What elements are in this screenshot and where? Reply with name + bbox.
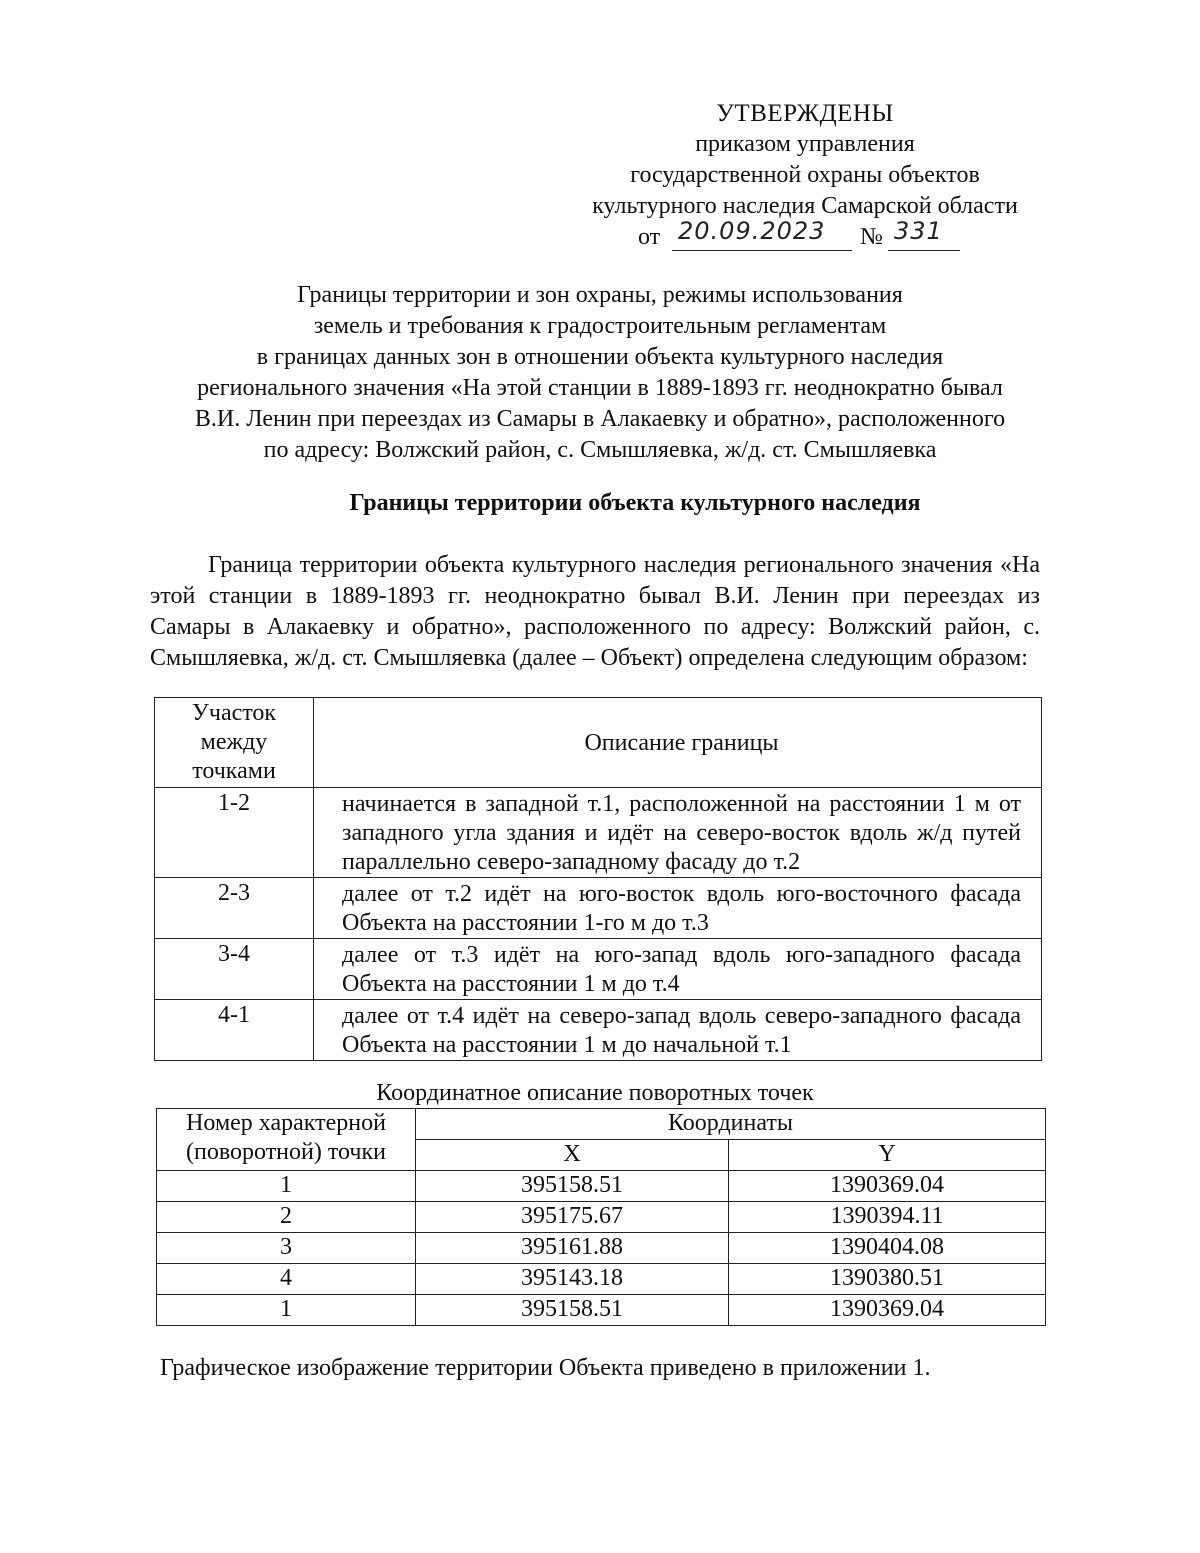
table-row bbox=[157, 1264, 1046, 1295]
description-cell: далее от т.2 идёт на юго-восток вдоль юго-восточного фасада Объекта на расстоянии 1-го м до т.3 bbox=[314, 878, 1042, 939]
segment-cell: 3-4 bbox=[155, 939, 314, 1000]
table-row bbox=[157, 1295, 1046, 1326]
y-cell: 1390404.08 bbox=[729, 1233, 1046, 1264]
approval-title: УТВЕРЖДЕНЫ bbox=[716, 100, 894, 127]
boundary-table bbox=[154, 697, 1042, 1061]
x-cell: 395175.67 bbox=[416, 1202, 729, 1233]
segment-cell: 1-2 bbox=[155, 788, 314, 878]
header-x: X bbox=[416, 1140, 729, 1171]
handwritten-number: 331 bbox=[894, 217, 943, 245]
heading-line: в границах данных зон в отношении объекта культурного наследия bbox=[256, 344, 944, 370]
approval-line-2: государственной охраны объектов bbox=[630, 162, 980, 188]
description-cell: начинается в западной т.1, расположенной на расстоянии 1 м от западного угла здания и идёт на северо-восток вдоль ж/д путей параллельно северо-западному фасаду до т.2 bbox=[314, 788, 1042, 878]
coords-header-row bbox=[157, 1109, 1046, 1140]
point-cell: 3 bbox=[157, 1233, 416, 1264]
date-underline bbox=[672, 250, 852, 251]
header-description: Описание границы bbox=[314, 698, 1042, 788]
header-point-line-1: Номер характерной bbox=[186, 1110, 386, 1136]
section-paragraph bbox=[150, 550, 1040, 674]
table-row bbox=[155, 878, 1042, 939]
segment-cell: 2-3 bbox=[155, 878, 314, 939]
heading-line: Границы территории и зон охраны, режимы использования bbox=[297, 282, 903, 308]
point-cell: 1 bbox=[157, 1171, 416, 1202]
coords-table-title: Координатное описание поворотных точек bbox=[376, 1080, 814, 1106]
header-y: Y bbox=[729, 1140, 1046, 1171]
header-segment: Участок между точками bbox=[155, 698, 314, 788]
handwritten-date: 20.09.2023 bbox=[678, 217, 826, 245]
x-cell: 395158.51 bbox=[416, 1171, 729, 1202]
order-date-number bbox=[560, 217, 1050, 254]
y-cell: 1390369.04 bbox=[729, 1171, 1046, 1202]
section-title: Границы территории объекта культурного наследия bbox=[349, 490, 921, 516]
point-cell: 2 bbox=[157, 1202, 416, 1233]
table-row bbox=[157, 1233, 1046, 1264]
table-row bbox=[157, 1171, 1046, 1202]
point-cell: 4 bbox=[157, 1264, 416, 1295]
x-cell: 395161.88 bbox=[416, 1233, 729, 1264]
header-point-line-2: (поворотной) точки bbox=[186, 1139, 386, 1165]
description-cell: далее от т.3 идёт на юго-запад вдоль юго-западного фасада Объекта на расстоянии 1 м до т.4 bbox=[314, 939, 1042, 1000]
boundary-table-header bbox=[155, 698, 1042, 788]
approval-line-1: приказом управления bbox=[695, 131, 915, 157]
y-cell: 1390394.11 bbox=[729, 1202, 1046, 1233]
table-row bbox=[155, 1000, 1042, 1061]
document-heading bbox=[140, 280, 1060, 466]
header-point bbox=[157, 1109, 416, 1171]
description-cell: далее от т.4 идёт на северо-запад вдоль северо-западного фасада Объекта на расстоянии 1 м до начальной т.1 bbox=[314, 1000, 1042, 1061]
coordinates-table bbox=[156, 1108, 1046, 1326]
heading-line: В.И. Ленин при переездах из Самары в Алакаевку и обратно», расположенного bbox=[194, 406, 1006, 432]
date-prefix: от bbox=[638, 224, 661, 250]
point-cell: 1 bbox=[157, 1295, 416, 1326]
table-row bbox=[157, 1202, 1046, 1233]
y-cell: 1390369.04 bbox=[729, 1295, 1046, 1326]
table-row bbox=[155, 939, 1042, 1000]
paragraph-text: Граница территории объекта культурного наследия регионального значения «На этой станции в 1889-1893 гг. неоднократно бывал В.И. Ленин при переездах из Самары в Алакаевку и обратно», расположенного по адресу: Волжский район, с. Смышляевка, ж/д. ст. Смышляевка (далее – Объект) определена следующим образом: bbox=[150, 552, 1040, 671]
x-cell: 395143.18 bbox=[416, 1264, 729, 1295]
number-prefix: № bbox=[860, 224, 883, 250]
heading-line: регионального значения «На этой станции в 1889-1893 гг. неоднократно бывал bbox=[197, 375, 1003, 401]
header-coordinates: Координаты bbox=[416, 1109, 1046, 1140]
segment-cell: 4-1 bbox=[155, 1000, 314, 1061]
y-cell: 1390380.51 bbox=[729, 1264, 1046, 1295]
footer-note: Графическое изображение территории Объекта приведено в приложении 1. bbox=[160, 1355, 931, 1381]
x-cell: 395158.51 bbox=[416, 1295, 729, 1326]
approval-block bbox=[560, 98, 1050, 254]
approval-line-3: культурного наследия Самарской области bbox=[592, 193, 1018, 219]
table-row bbox=[155, 788, 1042, 878]
heading-line: земель и требования к градостроительным регламентам bbox=[313, 313, 887, 339]
number-underline bbox=[888, 250, 960, 251]
heading-line: по адресу: Волжский район, с. Смышляевка, ж/д. ст. Смышляевка bbox=[263, 437, 937, 463]
